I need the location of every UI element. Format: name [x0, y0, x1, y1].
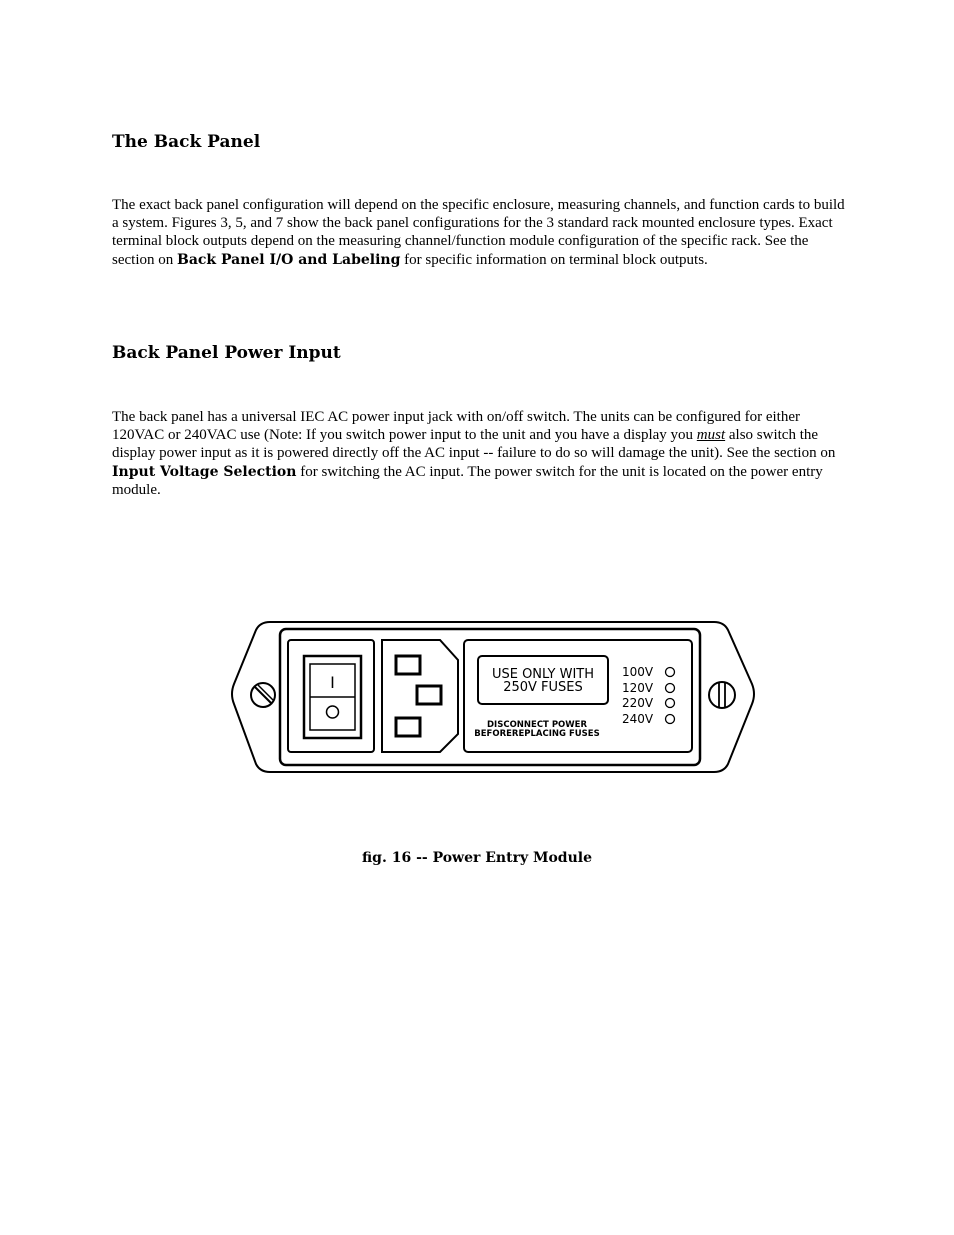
voltage-label-220v: 220V [622, 696, 654, 710]
iec-pin-bottom [396, 718, 420, 736]
left-screw-icon [251, 683, 275, 707]
paragraph-back-panel [112, 196, 847, 269]
warning-line2: BEFOREREPLACING FUSES [474, 729, 600, 739]
iec-pin-middle [417, 686, 441, 704]
voltage-indicator-120v [666, 684, 675, 693]
figure-caption: fig. 16 -- Power Entry Module [362, 850, 592, 866]
voltage-label-100v: 100V [622, 665, 654, 679]
right-screw-icon [709, 682, 735, 708]
voltage-indicator-100v [666, 668, 675, 677]
voltage-selector [622, 665, 675, 726]
voltage-indicator-220v [666, 699, 675, 708]
heading-back-panel: The Back Panel [112, 132, 261, 152]
switch-off-mark [327, 706, 339, 718]
paragraph-power-input [112, 408, 847, 499]
bold-reference: Input Voltage Selection [112, 463, 297, 480]
bold-reference: Back Panel I/O and Labeling [177, 251, 401, 268]
paragraph-text: The exact back panel configuration will depend on the specific enclosure, measuring channels, and function cards to build a system. Figures 3, 5, and 7 show the back panel configurations for the 3 standard rack mounted enclosure types. Exact terminal block outputs depend on the measuring channel/function module configuration of the specific rack. See the section on [112, 197, 845, 268]
fuse-label-line1: USE ONLY WITH [491, 667, 595, 682]
paragraph-text-end: for specific information on terminal block outputs. [400, 251, 708, 268]
voltage-label-120v: 120V [622, 681, 654, 695]
voltage-indicator-240v [666, 715, 675, 724]
heading-power-input: Back Panel Power Input [112, 343, 341, 363]
iec-pin-top [396, 656, 420, 674]
paragraph-text-mid: also switch the display power input as it is powered directly off the AC input -- failure to do so will damage the unit). See the section on [112, 427, 836, 462]
switch-on-mark: I [330, 673, 335, 692]
fuse-label-line2: 250V FUSES [503, 680, 583, 695]
voltage-label-240v: 240V [622, 712, 654, 726]
power-entry-module-figure [230, 618, 756, 776]
emphasis-must: must [696, 427, 726, 444]
paragraph-text: The back panel has a universal IEC AC power input jack with on/off switch. The units can be configured for either 120VAC or 240VAC use (Note: If you switch power input to the unit and you have a display you [112, 409, 801, 444]
warning-line1: DISCONNECT POWER [486, 720, 588, 730]
paragraph-text-end: for switching the AC input. The power switch for the unit is located on the power entry module. [112, 463, 823, 498]
